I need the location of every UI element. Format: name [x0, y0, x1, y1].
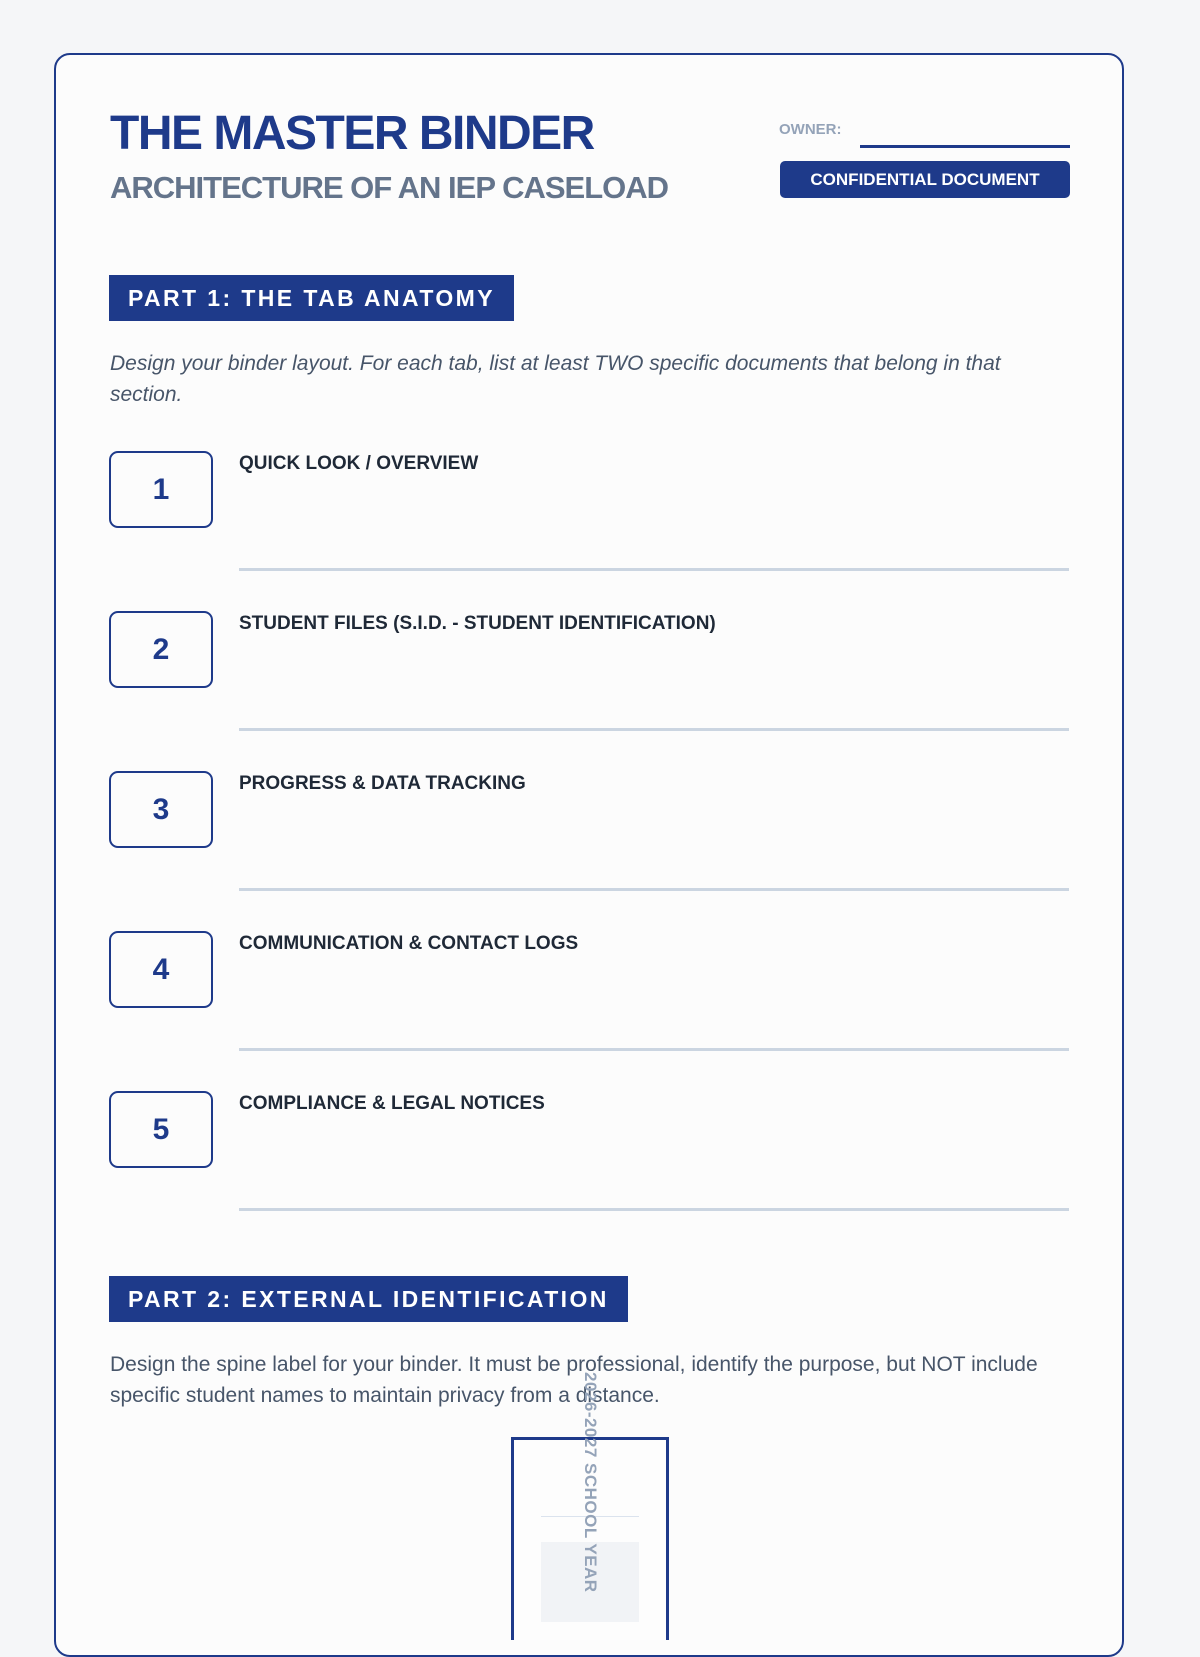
- tab-entry: [109, 1091, 1069, 1251]
- spine-text: 2026-2027 SCHOOL YEAR: [581, 1372, 600, 1593]
- answer-line[interactable]: [239, 1208, 1069, 1211]
- tab-label: STUDENT FILES (S.I.D. - STUDENT IDENTIFICATION): [239, 613, 716, 634]
- page-subtitle: ARCHITECTURE OF AN IEP CASELOAD: [110, 170, 669, 205]
- tab-entry: [109, 771, 1069, 931]
- tab-label: COMPLIANCE & LEGAL NOTICES: [239, 1093, 545, 1114]
- answer-line[interactable]: [239, 728, 1069, 731]
- part1-instructions: Design your binder layout. For each tab, list at least TWO specific documents that belong in that section.: [110, 352, 1001, 406]
- tab-number: 5: [109, 1091, 213, 1168]
- part1-heading: PART 1: THE TAB ANATOMY: [109, 275, 514, 321]
- part2-heading: PART 2: EXTERNAL IDENTIFICATION: [109, 1276, 628, 1322]
- tab-number: 2: [109, 611, 213, 688]
- tab-number: 4: [109, 931, 213, 1008]
- tab-entry: [109, 451, 1069, 611]
- part2-instructions: Design the spine label for your binder. It must be professional, identify the purpose, but NOT include specific student names to maintain privacy from a distance.: [110, 1353, 1038, 1407]
- owner-label: OWNER:: [779, 121, 842, 138]
- confidential-badge: CONFIDENTIAL DOCUMENT: [780, 161, 1070, 198]
- tab-number: 1: [109, 451, 213, 528]
- page-title: THE MASTER BINDER: [110, 107, 594, 160]
- tab-entry: [109, 611, 1069, 771]
- tab-number: 3: [109, 771, 213, 848]
- tab-label: PROGRESS & DATA TRACKING: [239, 773, 526, 794]
- answer-line[interactable]: [239, 1048, 1069, 1051]
- answer-line[interactable]: [239, 888, 1069, 891]
- tab-label: COMMUNICATION & CONTACT LOGS: [239, 933, 579, 954]
- tab-label: QUICK LOOK / OVERVIEW: [239, 453, 479, 474]
- answer-line[interactable]: [239, 568, 1069, 571]
- tab-entry: [109, 931, 1069, 1091]
- owner-field[interactable]: [860, 145, 1070, 148]
